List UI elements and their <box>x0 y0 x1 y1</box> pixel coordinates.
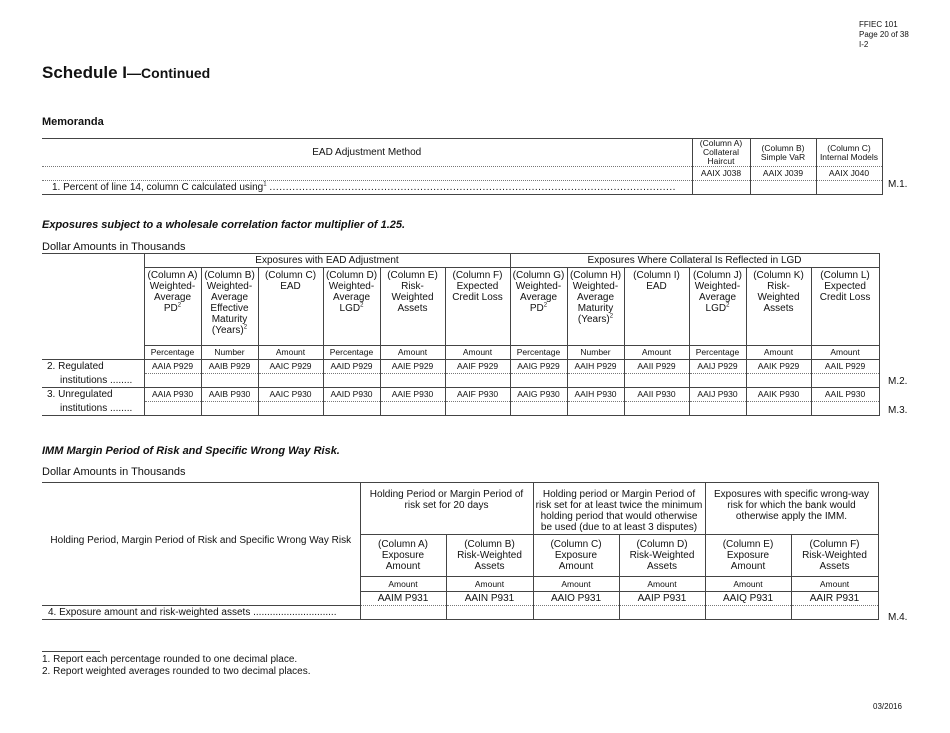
ws-r3-input[interactable] <box>567 402 624 416</box>
ws-col-j-header: (Column J) Weighted- Average LGD$^2$ <box>689 268 746 346</box>
wholesale-heading: Exposures subject to a wholesale correlation factor multiplier of 1.25. <box>42 219 406 231</box>
ref-m2: M.2. <box>888 376 908 387</box>
memo-code-a: AAIX J038 <box>692 167 750 181</box>
ws-row-3-codes: 3. Unregulated AAIA P930 AAIB P930 AAIC P930 AAID P930 AAIE P930 AAIF P930 AAIG P930 AAIH P930 AAII P930 AAIJ P930 AAIK P930 AAIL P930 <box>42 388 879 402</box>
group-collateral-lgd: Exposures Where Collateral Is Reflected in LGD <box>510 254 879 268</box>
imm-code-row: AAIM P931 AAIN P931 AAIO P931 AAIP P931 AAIQ P931 AAIR P931 <box>42 592 878 606</box>
ws-r3-input[interactable] <box>624 402 689 416</box>
ws-r2-input[interactable] <box>624 374 689 388</box>
ws-r2-input[interactable] <box>567 374 624 388</box>
imm-col-e-header: (Column E) Exposure Amount <box>705 535 791 577</box>
page-code: I-2 <box>859 40 869 49</box>
imm-table <box>42 482 879 620</box>
ws-r2-input[interactable] <box>380 374 445 388</box>
footnote-1: 1. Report each percentage rounded to one decimal place. <box>42 654 298 665</box>
imm-col-b-header: (Column B) Risk-Weighted Assets <box>446 535 533 577</box>
ws-r2-input[interactable] <box>323 374 380 388</box>
ws-r2-input[interactable] <box>746 374 811 388</box>
imm-heading: IMM Margin Period of Risk and Specific Wrong Way Risk. <box>42 445 340 457</box>
ws-r2-input[interactable] <box>445 374 510 388</box>
ws-r2-input[interactable] <box>144 374 201 388</box>
imm-input[interactable] <box>360 606 446 620</box>
memo-col-a-header: (Column A) Collateral Haircut <box>692 139 750 167</box>
imm-col-c-header: (Column C) Exposure Amount <box>533 535 619 577</box>
imm-unit-row: Amount Amount Amount Amount Amount Amount <box>42 577 878 592</box>
memoranda-table <box>42 138 883 195</box>
footnote-divider <box>42 651 100 652</box>
ws-col-h-header: (Column H) Weighted- Average Maturity (Years)$^2$ <box>567 268 624 346</box>
form-header <box>859 20 909 50</box>
ws-r3-input[interactable] <box>811 402 879 416</box>
ws-row-3-label: 3. Unregulated <box>47 389 113 401</box>
ws-col-c-header: (Column C) EAD <box>258 268 323 346</box>
wholesale-units: Dollar Amounts in Thousands <box>42 241 186 253</box>
ref-m4: M.4. <box>888 612 908 623</box>
ws-r3-input[interactable] <box>144 402 201 416</box>
ws-col-i-header: (Column I) EAD <box>624 268 689 346</box>
group-ead-adjustment: Exposures with EAD Adjustment <box>144 254 510 268</box>
ref-m1: M.1. <box>888 179 908 190</box>
memo-code-c: AAIX J040 <box>816 167 882 181</box>
ws-r3-input[interactable] <box>380 402 445 416</box>
imm-input[interactable] <box>446 606 533 620</box>
imm-col-d-header: (Column D) Risk-Weighted Assets <box>619 535 705 577</box>
imm-input[interactable] <box>705 606 791 620</box>
imm-row-header: Holding Period, Margin Period of Risk and Specific Wrong Way Risk <box>42 483 360 592</box>
ws-row-2-label-2: institutions ........ <box>42 374 144 388</box>
ws-col-f-header: (Column F) Expected Credit Loss <box>445 268 510 346</box>
memo-code-b: AAIX J039 <box>750 167 816 181</box>
ws-row-3-inputs <box>42 402 879 416</box>
ws-r3-input[interactable] <box>746 402 811 416</box>
memo-col-b-header: (Column B) Simple VaR <box>750 139 816 167</box>
ws-r3-input[interactable] <box>323 402 380 416</box>
ws-r3-input[interactable] <box>510 402 567 416</box>
ws-r2-input[interactable] <box>510 374 567 388</box>
ws-col-l-header: (Column L) Expected Credit Loss <box>811 268 879 346</box>
ws-r2-input[interactable] <box>689 374 746 388</box>
ws-r2-input[interactable] <box>201 374 258 388</box>
ws-row-3-label-2: institutions ........ <box>42 402 144 416</box>
memo-row-1-label: 1. Percent of line 14, column C calculated using$^1$ ............................................................................................................................ <box>42 181 692 195</box>
ws-col-k-header: (Column K) Risk- Weighted Assets <box>746 268 811 346</box>
memo-col-c-header: (Column C) Internal Models <box>816 139 882 167</box>
imm-col-f-header: (Column F) Risk-Weighted Assets <box>791 535 878 577</box>
revision-date: 03/2016 <box>873 702 902 711</box>
wholesale-table <box>42 253 880 416</box>
page-title: Schedule I—Continued <box>42 63 211 82</box>
memoranda-heading: Memoranda <box>42 116 104 128</box>
ws-col-a-header: (Column A) Weighted- Average $PD^2$ <box>144 268 201 346</box>
ws-r3-input[interactable] <box>445 402 510 416</box>
ws-r3-input[interactable] <box>689 402 746 416</box>
ws-r2-input[interactable] <box>811 374 879 388</box>
memo-input-c[interactable] <box>816 181 882 195</box>
memo-input-a[interactable] <box>692 181 750 195</box>
memo-input-b[interactable] <box>750 181 816 195</box>
imm-input[interactable] <box>533 606 619 620</box>
imm-col-a-header: (Column A) Exposure Amount <box>360 535 446 577</box>
imm-row-4-label: 4. Exposure amount and risk-weighted assets .............................. <box>42 606 360 620</box>
imm-units: Dollar Amounts in Thousands <box>42 466 186 478</box>
ead-method-label: EAD Adjustment Method <box>42 139 692 167</box>
ws-col-d-header: (Column D) Weighted- Average LGD$^2$ <box>323 268 380 346</box>
ws-col-e-header: (Column E) Risk- Weighted Assets <box>380 268 445 346</box>
form-id: FFIEC 101 <box>859 20 898 29</box>
ws-r2-input[interactable] <box>258 374 323 388</box>
ws-row-2-inputs <box>42 374 879 388</box>
ws-row-2-codes: 2. Regulated AAIA P929 AAIB P929 AAIC P929 AAID P929 AAIE P929 AAIF P929 AAIG P929 AAIH P929 AAII P929 AAIJ P929 AAIK P929 AAIL P929 <box>42 360 879 374</box>
imm-group-20-days: Holding Period or Margin Period of risk set for 20 days <box>360 483 533 535</box>
imm-group-wrong-way: Exposures with specific wrong-way risk for which the bank would otherwise apply the IMM. <box>705 483 878 535</box>
ws-col-g-header: (Column G) Weighted- Average $PD^2$ <box>510 268 567 346</box>
imm-input[interactable] <box>791 606 878 620</box>
ws-col-b-header: (Column B) Weighted- Average Effective Maturity (Years)$^2$ <box>201 268 258 346</box>
ws-row-2-label: 2. Regulated <box>47 361 104 373</box>
ws-unit-row: Percentage Number Amount Percentage Amount Amount Percentage Number Amount Percentage Amount Amount <box>42 346 879 360</box>
ws-r3-input[interactable] <box>201 402 258 416</box>
footnote-2: 2. Report weighted averages rounded to two decimal places. <box>42 666 311 677</box>
imm-input[interactable] <box>619 606 705 620</box>
ws-r3-input[interactable] <box>258 402 323 416</box>
imm-group-disputes: Holding period or Margin Period of risk set for at least twice the minimum holding period that would otherwise be used (due to at least 3 disputes) <box>533 483 705 535</box>
ref-m3: M.3. <box>888 405 908 416</box>
page-number: Page 20 of 38 <box>859 30 909 39</box>
